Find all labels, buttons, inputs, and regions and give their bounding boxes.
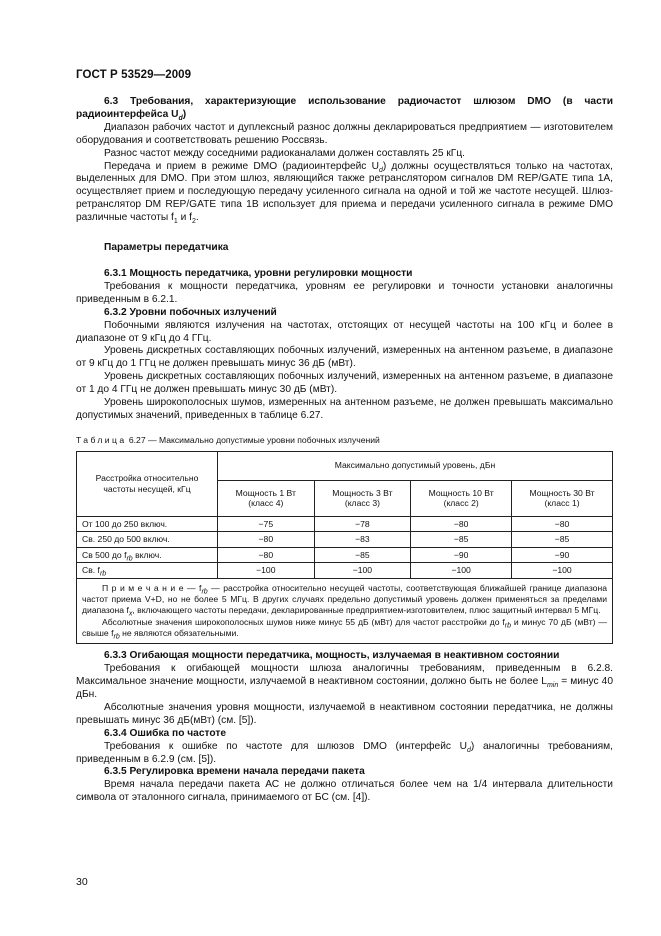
group-header-cell: Максимально допустимый уровень, дБн: [218, 451, 613, 480]
table-cell: −80: [218, 532, 315, 548]
table-row: [77, 563, 613, 579]
row-label: От 100 до 250 включ.: [77, 516, 218, 532]
table-note: [77, 578, 613, 643]
paragraph: Абсолютные значения уровня мощности, излучаемой в неактивном состоянии передатчика, не должны превышать минус 36 дБ(мВт) (см. [5]).: [76, 701, 613, 726]
table-cell: −75: [218, 516, 315, 532]
page-content: [76, 96, 613, 805]
paragraph: Уровень дискретных составляющих побочных излучений, измеренных на антенном разъеме, в диапазоне от 1 до 4 ГГц не должен превышать минус 30 дБ (мВт).: [76, 371, 613, 396]
note-paragraph: П р и м е ч а н и е — $f_{rb}$ — расстройка относительно несущей частоты, соответствующая ближайшей границе диапазона частот приема V+D, но не более 5 МГц. В других случаях предельно допустимый уровень должен применяться за пределами диапазона $f_x$, включающего частоты передачи, декларированные предприятием-изготовителем, плюс защитный интервал 5 МГц.: [82, 582, 607, 619]
paragraph: Уровень дискретных составляющих побочных излучений, измеренных на антенном разъеме, в диапазоне от 9 кГц до 1 ГГц не должен превышать минус 36 дБ (мВт).: [76, 345, 613, 370]
section-6-3-4-title: 6.3.4 Ошибка по частоте: [104, 727, 226, 739]
table-cell: −100: [411, 563, 512, 579]
table-row: [77, 516, 613, 532]
table-cell: −100: [314, 563, 411, 579]
column-header: Мощность 1 Вт (класс 4): [218, 480, 315, 516]
column-header: Мощность 3 Вт (класс 3): [314, 480, 411, 516]
table-cell: −100: [512, 563, 613, 579]
table-row: [77, 547, 613, 563]
section-6-3-1-title: 6.3.1 Мощность передатчика, уровни регулировки мощности: [104, 267, 413, 279]
table-cell: −90: [411, 547, 512, 563]
section-6-3-title: 6.3 Требования, характеризующие использование радиочастот шлюзом DMO (в части радиоинтерфейса $U_d$): [76, 96, 613, 122]
page-number: 30: [76, 876, 88, 888]
column-header: Мощность 10 Вт (класс 2): [411, 480, 512, 516]
paragraph: Передача и прием в режиме DMO (радиоинтерфейс $U_d$) должны осуществляться только на частотах, выделенных для DMO. При этом шлюз, являющийся также ретранслятором сигналов DM REP/GATE типа 1А, осуществляет прием и последующую передачу усиленного сигнала на одной и той же частоте несущей. Шлюз-ретранслятор DM REP/GATE типа 1В использует для приема и передачи усиленного сигнала в режиме DMO различные частоты $f_1$ и $f_2$.: [76, 160, 613, 226]
transmitter-heading: Параметры передатчика: [104, 242, 229, 254]
table-caption: Таблица 6.27 — Максимально допустимые уровни побочных излучений: [76, 434, 380, 445]
paragraph: Требования к ошибке по частоте для шлюзов DMO (интерфейс $U_d$) аналогичны требованиям, приведенным в 6.2.9 (см. [5]).: [76, 740, 613, 765]
table-cell: −78: [314, 516, 411, 532]
table-cell: −85: [512, 532, 613, 548]
table-cell: −80: [411, 516, 512, 532]
table-cell: −85: [411, 532, 512, 548]
paragraph: Уровень широкополосных шумов, измеренных на антенном разъеме, не должен превышать максимально допустимых значений, приведенных в таблице 6.27.: [76, 397, 613, 421]
table-cell: −90: [512, 547, 613, 563]
section-6-3-5-title: 6.3.5 Регулировка времени начала передачи пакета: [104, 766, 365, 778]
paragraph: Время начала передачи пакета АС не должно отличаться более чем на 1/4 интервала длительности символа от эталонного сигнала, принимаемого от БС (см. [4]).: [76, 779, 613, 804]
column-header: Мощность 30 Вт (класс 1): [512, 480, 613, 516]
row-label: Св. $f_{rb}$: [77, 563, 218, 579]
spurious-emissions-table: [76, 451, 613, 644]
table-row: [77, 532, 613, 548]
table-cell: −100: [218, 563, 315, 579]
row-label: Св. 250 до 500 включ.: [77, 532, 218, 548]
table-cell: −83: [314, 532, 411, 548]
paragraph: Побочными являются излучения на частотах, отстоящих от несущей частоты на 100 кГц и более в диапазоне от 9 кГц до 4 ГГц.: [76, 319, 613, 344]
table-cell: −85: [314, 547, 411, 563]
row-header-cell: Расстройка относительно частоты несущей, кГц: [77, 451, 218, 516]
section-6-3-3-title: 6.3.3 Огибающая мощности передатчика, мощность, излучаемая в неактивном состоянии: [104, 650, 560, 662]
paragraph: Требования к огибающей мощности шлюза аналогичны требованиям, приведенным в 6.2.8. Максимальное значение мощности, излучаемой в неактивном состоянии, должно быть не более $L_{min}$ = минус 40 дБн.: [76, 663, 613, 701]
page-header: ГОСТ Р 53529—2009: [76, 69, 192, 81]
paragraph: Разнос частот между соседними радиоканалами должен составлять 25 кГц.: [104, 147, 465, 159]
note-paragraph: Абсолютные значения широкополосных шумов ниже минус 55 дБ (мВт) для частот расстройки до $f_{rb}$ и минус 70 дБ (мВт) — свыше $f_{rb}$ не являются обязательными.: [82, 616, 607, 641]
paragraph: Диапазон рабочих частот и дуплексный разнос должны декларироваться предприятием — изготовителем оборудования и соответствовать решению Россвязь.: [76, 121, 613, 146]
table-cell: −80: [512, 516, 613, 532]
table-cell: −80: [218, 547, 315, 563]
paragraph: Требования к мощности передатчика, уровням ее регулировки и точности установки аналогичны приведенным в 6.2.1.: [76, 280, 613, 305]
row-label: Св 500 до $f_{rb}$ включ.: [77, 547, 218, 563]
section-6-3-2-title: 6.3.2 Уровни побочных излучений: [104, 306, 277, 318]
